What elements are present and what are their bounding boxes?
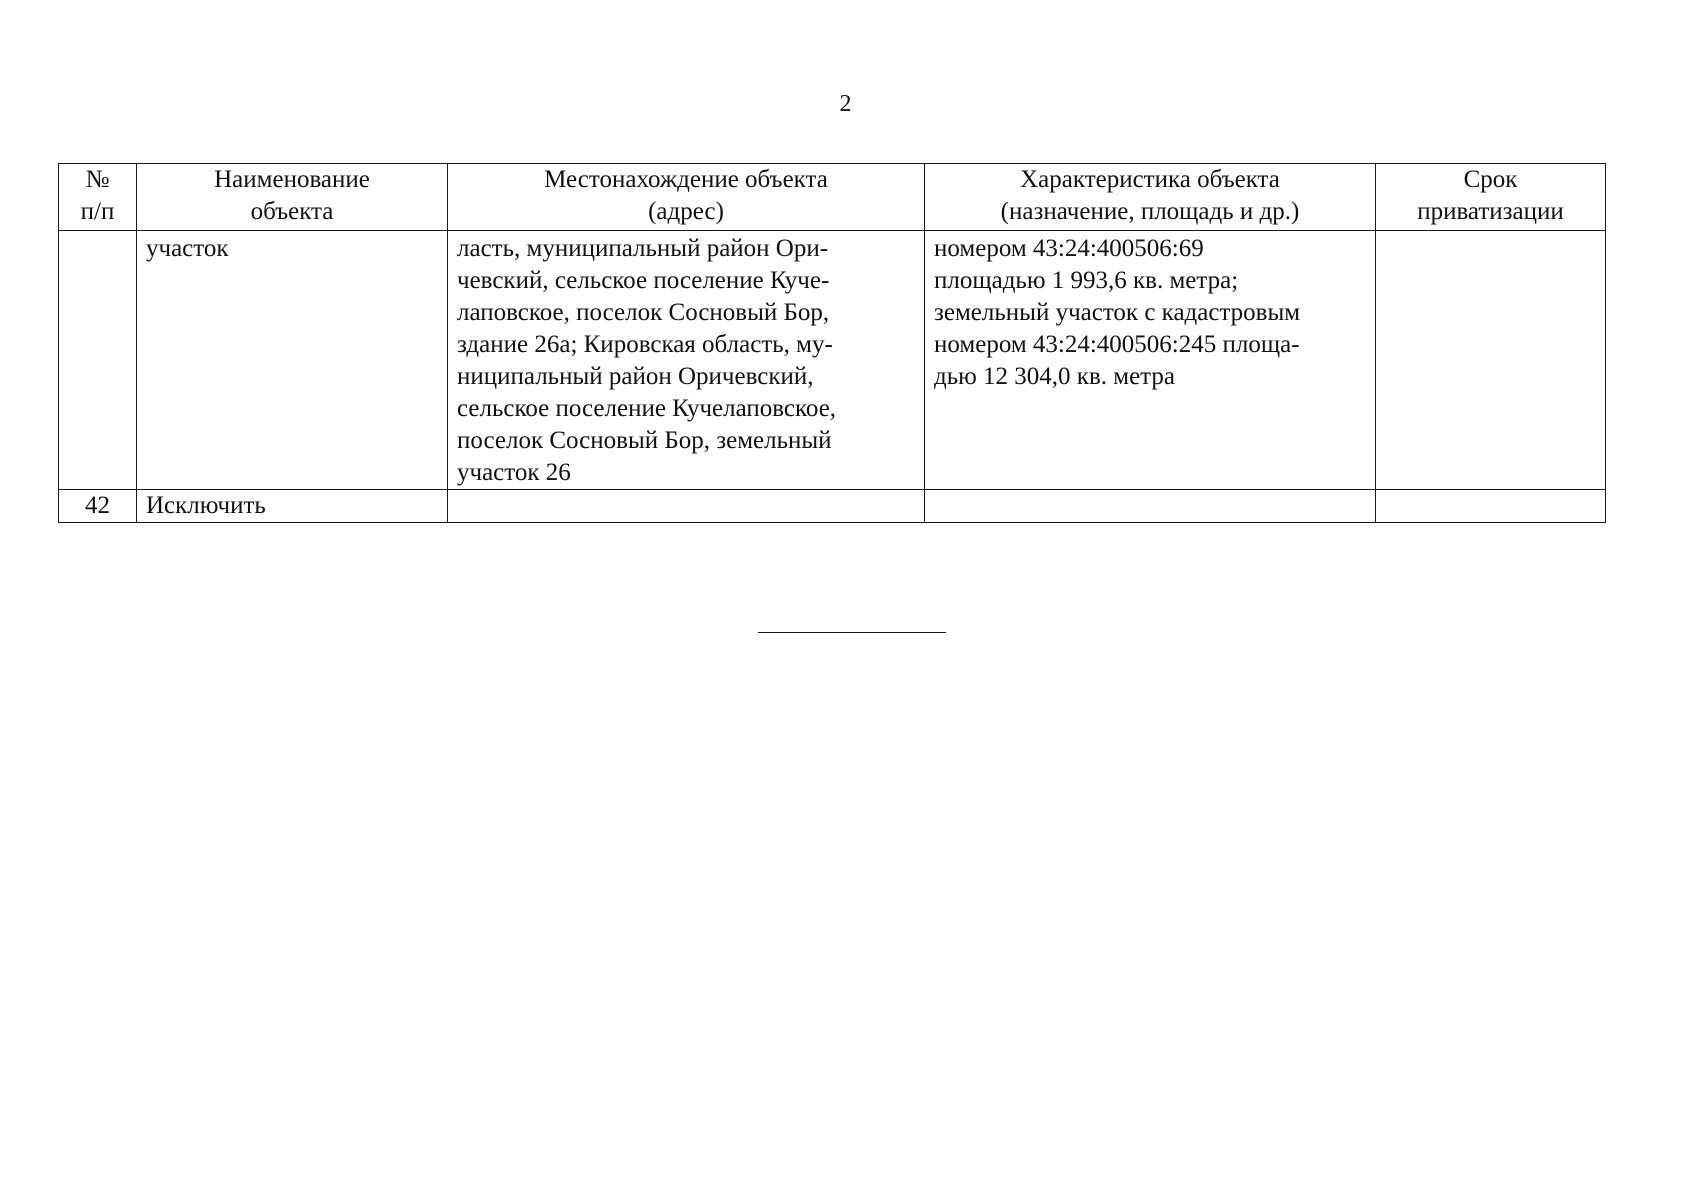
header-characteristic-line1: Характеристика объекта (1020, 166, 1280, 193)
address-line: ласть, муниципальный район Ори- (457, 235, 829, 262)
header-name-line2: объекта (250, 198, 334, 225)
address-line: лаповское, поселок Сосновый Бор, (457, 299, 830, 326)
characteristic-line: площадью 1 993,6 кв. метра; (934, 267, 1239, 294)
characteristic-line: номером 43:24:400506:69 (934, 235, 1204, 262)
name-line: участок (146, 235, 229, 262)
cell-characteristic (925, 490, 1376, 523)
characteristic-line: номером 43:24:400506:245 площа- (934, 331, 1300, 358)
cell-term (1376, 231, 1606, 490)
cell-address (448, 490, 925, 523)
table-row (59, 231, 1606, 490)
header-term-line1: Срок (1463, 166, 1518, 193)
characteristic-line: земельный участок с кадастровым (934, 299, 1301, 326)
address-line: участок 26 (457, 459, 571, 486)
header-address-line1: Местонахождение объекта (544, 166, 828, 193)
address-line: здание 26а; Кировская область, му- (457, 331, 833, 358)
cell-name: Исключить (137, 490, 448, 523)
cell-number (59, 231, 137, 490)
header-name (137, 164, 448, 231)
address-line: чевский, сельское поселение Куче- (457, 267, 830, 294)
header-characteristic (925, 164, 1376, 231)
cell-address (448, 231, 925, 490)
address-line: ниципальный район Оричевский, (457, 363, 814, 390)
cell-name (137, 231, 448, 490)
cell-term (1376, 490, 1606, 523)
header-address (448, 164, 925, 231)
header-number-line1: № (85, 166, 110, 193)
characteristic-line: дью 12 304,0 кв. метра (934, 363, 1175, 390)
header-number-line2: п/п (80, 198, 115, 225)
page-number: 2 (839, 91, 852, 117)
address-line: сельское поселение Кучелаповское, (457, 395, 837, 422)
header-number (59, 164, 137, 231)
header-address-line2: (адрес) (648, 198, 724, 225)
end-of-document-rule (758, 632, 946, 633)
header-characteristic-line2: (назначение, площадь и др.) (1000, 198, 1300, 225)
table-header-row (59, 164, 1606, 231)
header-name-line1: Наименование (214, 166, 370, 193)
table-row (59, 490, 1606, 523)
cell-characteristic (925, 231, 1376, 490)
privatization-table (58, 163, 1606, 523)
header-term-line2: приватизации (1417, 198, 1564, 225)
cell-number: 42 (59, 490, 137, 523)
header-term (1376, 164, 1606, 231)
address-line: поселок Сосновый Бор, земельный (457, 427, 832, 454)
